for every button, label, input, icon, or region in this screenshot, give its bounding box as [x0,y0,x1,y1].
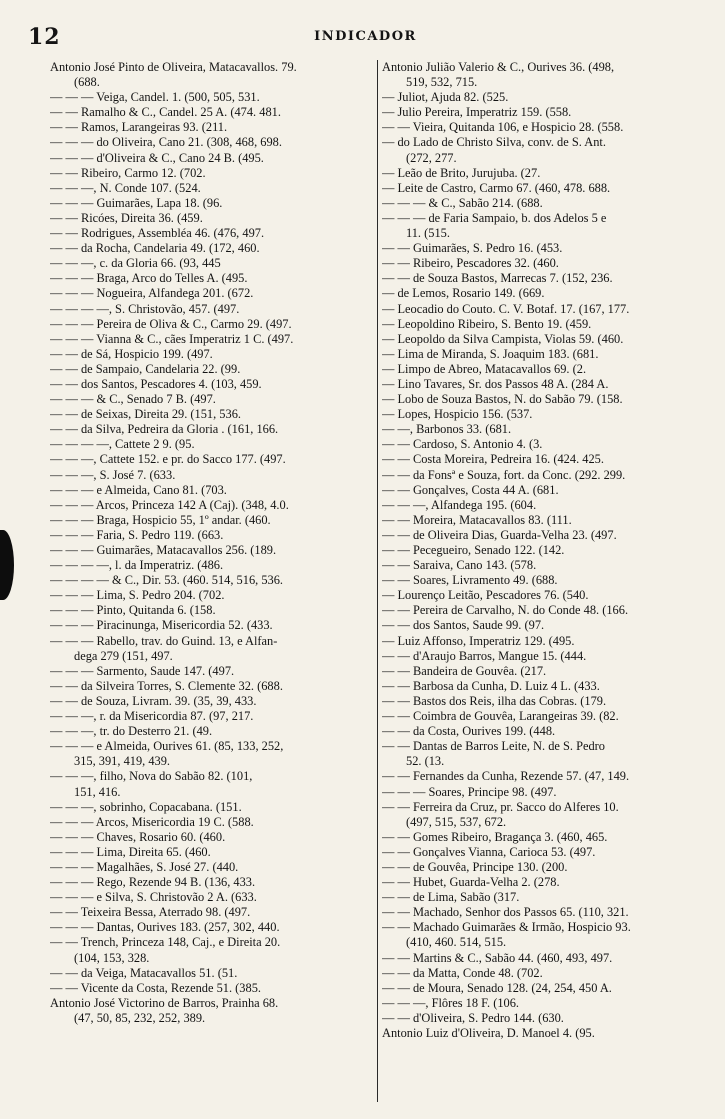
directory-entry-line: — — dos Santos, Pescadores 4. (103, 459. [50,376,262,391]
directory-entry-line: — — de Moura, Senado 128. (24, 254, 450 A. [382,980,612,995]
directory-entry-line: — — Gonçalves, Costa 44 A. (681. [382,482,559,497]
directory-entry-line: — — Vicente da Costa, Rezende 51. (385. [50,980,261,995]
directory-entry-line: — — de Sampaio, Candelaria 22. (99. [50,361,241,376]
directory-entry-line: — — Gonçalves Vianna, Carioca 53. (497. [382,844,596,859]
directory-entry-line: — — — e Almeida, Cano 81. (703. [50,482,227,497]
page-header [28,24,703,54]
directory-entry-line: — — —, r. da Misericordia 87. (97, 217. [50,709,254,724]
directory-entry-line: — — —, Alfandega 195. (604. [382,497,537,512]
page-number: 12 [28,24,61,50]
directory-entry-line: — — Pereira de Carvalho, N. do Conde 48. (166. [382,603,629,618]
directory-entry-line: (272, 277. [406,150,457,165]
directory-entry-line: — — —, S. José 7. (633. [50,467,176,482]
directory-entry-line: 519, 532, 715. [406,75,478,90]
directory-entry-line: dega 279 (151, 497. [74,648,173,663]
directory-entry-line: — — — Lima, S. Pedro 204. (702. [50,588,225,603]
directory-entry-line: — — — do Oliveira, Cano 21. (308, 468, 698. [50,135,282,150]
directory-entry-line: — — d'Araujo Barros, Mangue 15. (444. [382,648,587,663]
directory-entry-line: Antonio Luiz d'Oliveira, D. Manoel 4. (95. [382,1026,595,1040]
directory-entry-line: — Limpo de Abreo, Matacavallos 69. (2. [382,361,587,376]
directory-entry-line: — — Machado Guimarães & Irmão, Hospicio 93. [382,920,631,935]
directory-entry-line: Antonio Julião Valerio & C., Ourives 36. (498, [382,60,615,74]
directory-entry-line: — — — Chaves, Rosario 60. (460. [50,829,226,844]
directory-entry-line: 11. (515. [406,226,450,241]
directory-entry-line: — — — Rego, Rezende 94 B. (136, 433. [50,875,256,890]
directory-entry-line: — — — Nogueira, Alfandega 201. (672. [50,286,254,301]
directory-entry-line: — — —, Cattete 152. e pr. do Sacco 177. (497. [50,452,286,467]
directory-entry-line: — — de Souza Bastos, Marrecas 7. (152, 236. [382,271,613,286]
directory-entry-line: — — — Arcos, Princeza 142 A (Caj). (348, 4.0. [50,497,289,512]
directory-entry-line: — — — Veiga, Candel. 1. (500, 505, 531. [50,90,260,105]
directory-entry-line: (47, 50, 85, 232, 252, 389. [74,1010,206,1025]
directory-entry-line: — — da Silveira Torres, S. Clemente 32. (688. [50,678,283,693]
directory-entry-line: — — da Veiga, Matacavallos 51. (51. [50,965,238,980]
directory-entry-line: — — — Arcos, Misericordia 19 C. (588. [50,814,254,829]
directory-entry-line: — — Bandeira de Gouvêa. (217. [382,663,547,678]
directory-entry-line: — Leocadio do Couto. C. V. Botaf. 17. (167, 177. [382,301,630,316]
directory-entry-line: — — Coimbra de Gouvêa, Larangeiras 39. (82. [382,709,619,724]
directory-entry-line: — — — —, l. da Imperatriz. (486. [50,558,224,573]
directory-entry-line: — — de Seixas, Direita 29. (151, 536. [50,407,241,422]
directory-entry-line: — — de Sá, Hospicio 199. (497. [50,346,213,361]
running-title: INDICADOR [314,29,417,44]
right-column [382,60,707,1110]
directory-entry-line: — — — Pinto, Quitanda 6. (158. [50,603,216,618]
directory-entry-line: — — — Soares, Principe 98. (497. [382,784,557,799]
directory-entry-line: — — de Gouvêa, Principe 130. (200. [382,859,568,874]
directory-entry-line: — — —, c. da Gloria 66. (93, 445 [50,256,221,271]
directory-entry-line: — Julio Pereira, Imperatriz 159. (558. [382,105,572,120]
directory-entry-line: — — Costa Moreira, Pedreira 16. (424. 425. [382,452,604,467]
directory-entry-line: — Lourenço Leitão, Pescadores 76. (540. [382,588,589,603]
directory-entry-line: — — Dantas de Barros Leite, N. de S. Pedro [382,739,605,754]
directory-entry-line: — do Lado de Christo Silva, conv. de S. Ant. [382,135,606,150]
directory-entry-line: — — Ricóes, Direita 36. (459. [50,210,203,225]
directory-entry-line: — — — Braga, Arco do Telles A. (495. [50,271,248,286]
directory-entry-line: — Lino Tavares, Sr. dos Passos 48 A. (284 A. [382,376,609,391]
directory-entry-line: — — Ferreira da Cruz, pr. Sacco do Alferes 10. [382,799,619,814]
directory-entry-line: — — Guimarães, S. Pedro 16. (453. [382,241,563,256]
directory-entry-line: — Luiz Affonso, Imperatriz 129. (495. [382,633,575,648]
directory-entry-line: (104, 153, 328. [74,950,150,965]
directory-entry-line: — Juliot, Ajuda 82. (525. [382,90,509,105]
directory-entry-line: Antonio José Victorino de Barros, Prainha 68. [50,995,279,1010]
directory-entry-line: — — de Lima, Sabão (317. [382,890,520,905]
directory-entry-line: (497, 515, 537, 672. [406,814,507,829]
directory-entry-line: — — Moreira, Matacavallos 83. (111. [382,512,572,527]
directory-entry-line: — — — Guimarães, Lapa 18. (96. [50,195,223,210]
directory-entry-line: — — Ribeiro, Pescadores 32. (460. [382,256,559,271]
directory-entry-line: — Lopes, Hospicio 156. (537. [382,407,533,422]
directory-entry-line: — — Pecegueiro, Senado 122. (142. [382,543,565,557]
directory-entry-line: — — Rodrigues, Assembléa 46. (476, 497. [50,226,265,241]
directory-entry-line: 315, 391, 419, 439. [74,754,171,769]
directory-entry-line: — — — Sarmento, Saude 147. (497. [50,663,235,678]
directory-entry-line: — — —, N. Conde 107. (524. [50,180,201,195]
directory-entry-line: — — — e Almeida, Ourives 61. (85, 133, 252, [50,739,284,754]
directory-entry-line: — — — Guimarães, Matacavallos 256. (189. [50,543,277,557]
directory-entry-line: — — Cardoso, S. Antonio 4. (3. [382,437,543,452]
directory-entry-line: — — — Dantas, Ourives 183. (257, 302, 440. [50,920,280,935]
directory-entry-line: — — — Lima, Direita 65. (460. [50,844,211,859]
directory-entry-line: (688. [74,75,100,90]
directory-entry-line: — — de Oliveira Dias, Guarda-Velha 23. (497. [382,527,617,542]
directory-entry-line: — — Saraiva, Cano 143. (578. [382,558,537,573]
directory-entry-line: — — — Braga, Hospicio 55, 1º andar. (460. [50,512,271,527]
directory-entry-line: — — Martins & C., Sabão 44. (460, 493, 497. [382,950,613,965]
directory-entry-line: — — — e Silva, S. Christovão 2 A. (633. [50,890,257,905]
directory-entry-line: — — —, sobrinho, Copacabana. (151. [50,799,242,814]
directory-entry-line: — — Ramalho & C., Candel. 25 A. (474. 481. [50,105,281,120]
directory-entry-line: — — — & C., Sabão 214. (688. [382,195,543,210]
directory-entry-line: — — — Magalhães, S. José 27. (440. [50,859,239,874]
directory-entry-line: — — Vieira, Quitanda 106, e Hospicio 28. (558. [382,120,624,135]
directory-entry-line: — — de Souza, Livram. 39. (35, 39, 433. [50,693,257,708]
directory-entry-line: — — — de Faria Sampaio, b. dos Adelos 5 e [382,210,607,225]
directory-entry-line: — — — —, Cattete 2 9. (95. [50,437,195,452]
directory-entry-line: — — Hubet, Guarda-Velha 2. (278. [382,875,560,890]
directory-entry-line: — de Lemos, Rosario 149. (669. [382,286,545,301]
directory-entry-line: — — dos Santos, Saude 99. (97. [382,618,545,633]
directory-entry-line: — — Ramos, Larangeiras 93. (211. [50,120,228,135]
directory-entry-line: — — da Matta, Conde 48. (702. [382,965,543,980]
directory-entry-line: — — Trench, Princeza 148, Caj., e Direita 20. [50,935,281,950]
directory-entry-line: — — da Silva, Pedreira da Gloria . (161, 166. [50,422,279,437]
left-column [50,60,375,1110]
directory-entry-line: — Leopoldino Ribeiro, S. Bento 19. (459. [382,316,592,331]
directory-entry-line: — — Gomes Ribeiro, Bragança 3. (460, 465. [382,829,608,844]
directory-entry-line: 52. (13. [406,754,445,769]
directory-entry-line: — —, Barbonos 33. (681. [382,422,512,437]
directory-entry-line: — — da Rocha, Candelaria 49. (172, 460. [50,241,260,256]
directory-entry-line: — — —, Flôres 18 F. (106. [382,995,520,1010]
directory-entry-line: — — Soares, Livramento 49. (688. [382,573,558,588]
binding-hole-mark [0,530,14,600]
directory-entry-line: Antonio José Pinto de Oliveira, Matacavallos. 79. [50,60,297,74]
directory-entry-line: — — — Faria, S. Pedro 119. (663. [50,527,224,542]
directory-entry-line: — — Fernandes da Cunha, Rezende 57. (47, 149. [382,769,630,784]
directory-entry-line: — — — Piracinunga, Misericordia 52. (433. [50,618,273,633]
directory-entry-line: — Leão de Brito, Jurujuba. (27. [382,165,541,180]
directory-entry-line: — — Bastos dos Reis, ilha das Cobras. (179. [382,693,607,708]
directory-entry-line: — — Teixeira Bessa, Aterrado 98. (497. [50,905,251,920]
directory-entry-line: — — — & C., Senado 7 B. (497. [50,392,216,407]
directory-entry-line: — — da Fonsª e Souza, fort. da Conc. (292. 299. [382,467,626,482]
column-divider [377,60,378,1102]
directory-entry-line: — — Barbosa da Cunha, D. Luiz 4 L. (433. [382,678,600,693]
directory-entry-line: — — — —, S. Christovão, 457. (497. [50,301,240,316]
directory-entry-line: — — Ribeiro, Carmo 12. (702. [50,165,206,180]
directory-entry-line: 151, 416. [74,784,121,799]
directory-entry-line: — Lobo de Souza Bastos, N. do Sabão 79. (158. [382,392,623,407]
directory-entry-line: — Lima de Miranda, S. Joaquim 183. (681. [382,346,599,361]
directory-entry-line: — — da Costa, Ourives 199. (448. [382,724,556,739]
directory-entry-line: — — — d'Oliveira & C., Cano 24 B. (495. [50,150,264,165]
directory-entry-line: (410, 460. 514, 515. [406,935,507,950]
directory-entry-line: — — — Rabello, trav. do Guind. 13, e Alfan- [50,633,278,648]
directory-entry-line: — — Machado, Senhor dos Passos 65. (110, 321. [382,905,629,920]
directory-entry-line: — — d'Oliveira, S. Pedro 144. (630. [382,1010,564,1025]
directory-entry-line: — — — — & C., Dir. 53. (460. 514, 516, 536. [50,573,284,588]
directory-entry-line: — Leite de Castro, Carmo 67. (460, 478. 688. [382,180,611,195]
directory-entry-line: — — — Vianna & C., cães Imperatriz 1 C. (497. [50,331,294,346]
directory-entry-line: — — —, tr. do Desterro 21. (49. [50,724,213,739]
directory-entry-line: — — — Pereira de Oliva & C., Carmo 29. (497. [50,316,292,331]
directory-columns [50,60,720,1110]
directory-entry-line: — — —, filho, Nova do Sabão 82. (101, [50,769,253,784]
directory-entry-line: — Leopoldo da Silva Campista, Violas 59. (460. [382,331,624,346]
